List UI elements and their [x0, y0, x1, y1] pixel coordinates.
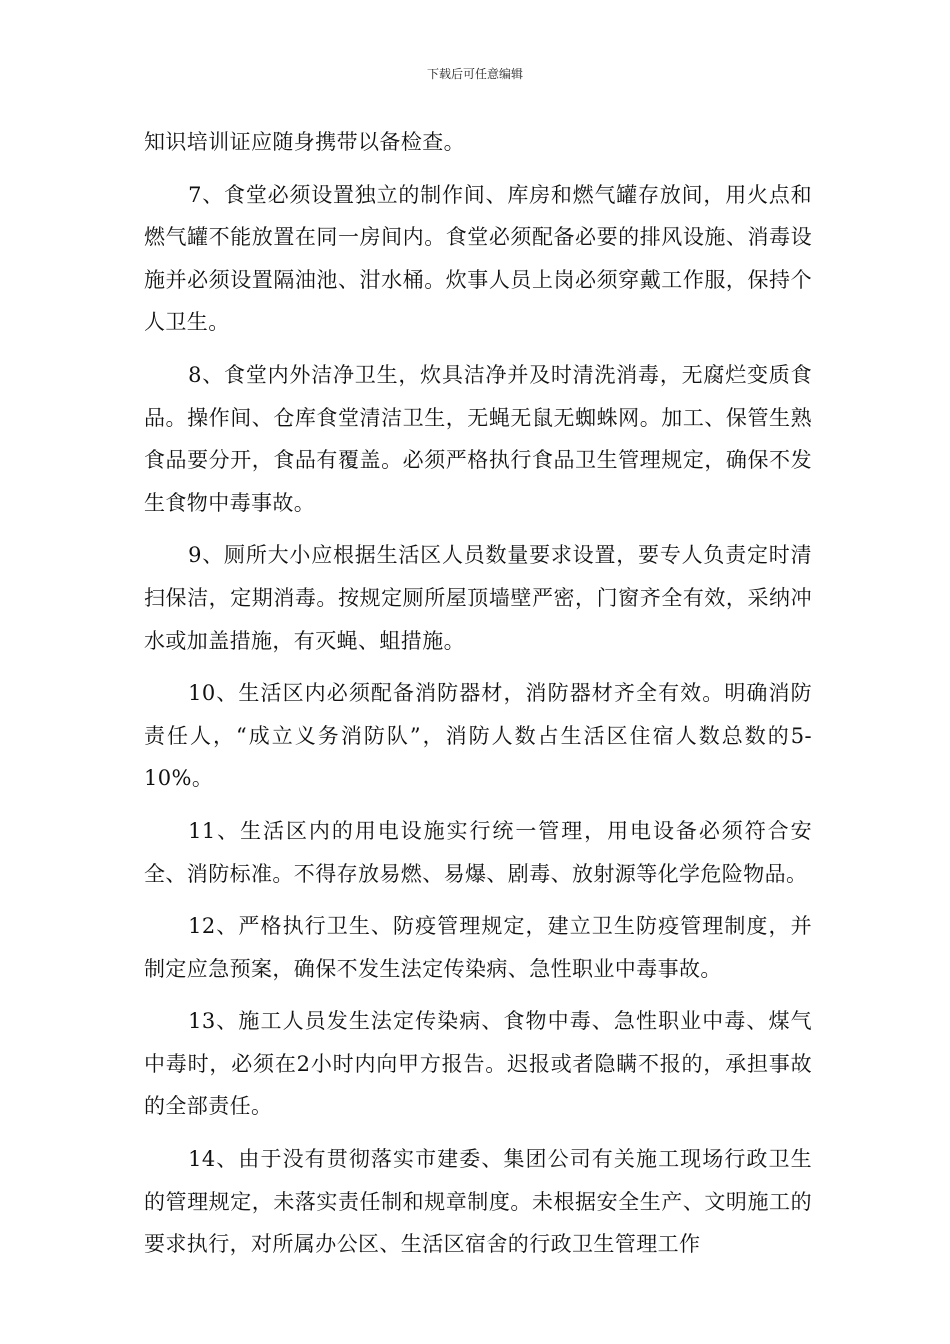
page-header: 下载后可任意编辑	[426, 67, 523, 81]
paragraph-item-10: 10、生活区内必须配备消防器材，消防器材齐全有效。明确消防责任人，“成立义务消防队”，消防人数占生活区住宿人数总数的5-10%。	[144, 681, 812, 791]
paragraph-item-12: 12、严格执行卫生、防疫管理规定，建立卫生防疫管理制度，并制定应急预案，确保不发生法定传染病、急性职业中毒事故。	[144, 914, 812, 981]
paragraph-item-14: 14、由于没有贯彻落实市建委、集团公司有关施工现场行政卫生的管理规定，未落实责任制和规章制度。未根据安全生产、文明施工的要求执行，对所属办公区、生活区宿舍的行政卫生管理工作	[144, 1147, 812, 1257]
paragraph-item-9: 9、厕所大小应根据生活区人员数量要求设置，要专人负责定时清扫保洁，定期消毒。按规定厕所屋顶墙壁严密，门窗齐全有效，采纳冲水或加盖措施，有灭蝇、蛆措施。	[144, 543, 812, 653]
paragraph-continued: 知识培训证应随身携带以备检查。	[144, 130, 465, 154]
paragraph-item-7: 7、食堂必须设置独立的制作间、库房和燃气罐存放间，用火点和燃气罐不能放置在同一房间内。食堂必须配备必要的排风设施、消毒设施并必须设置隔油池、泔水桶。炊事人员上岗必须穿戴工作服，保持个人卫生。	[144, 182, 812, 335]
document-body	[144, 121, 812, 1276]
paragraph-item-13: 13、施工人员发生法定传染病、食物中毒、急性职业中毒、煤气中毒时，必须在2小时内向甲方报告。迟报或者隐瞒不报的，承担事故的全部责任。	[144, 1009, 812, 1119]
paragraph-item-11: 11、生活区内的用电设施实行统一管理，用电设备必须符合安全、消防标准。不得存放易燃、易爆、剧毒、放射源等化学危险物品。	[144, 818, 812, 886]
paragraph-item-8: 8、食堂内外洁净卫生，炊具洁净并及时清洗消毒，无腐烂变质食品。操作间、仓库食堂清洁卫生，无蝇无鼠无蜘蛛网。加工、保管生熟食品要分开，食品有覆盖。必须严格执行食品卫生管理规定，确保不发生食物中毒事故。	[144, 362, 812, 515]
